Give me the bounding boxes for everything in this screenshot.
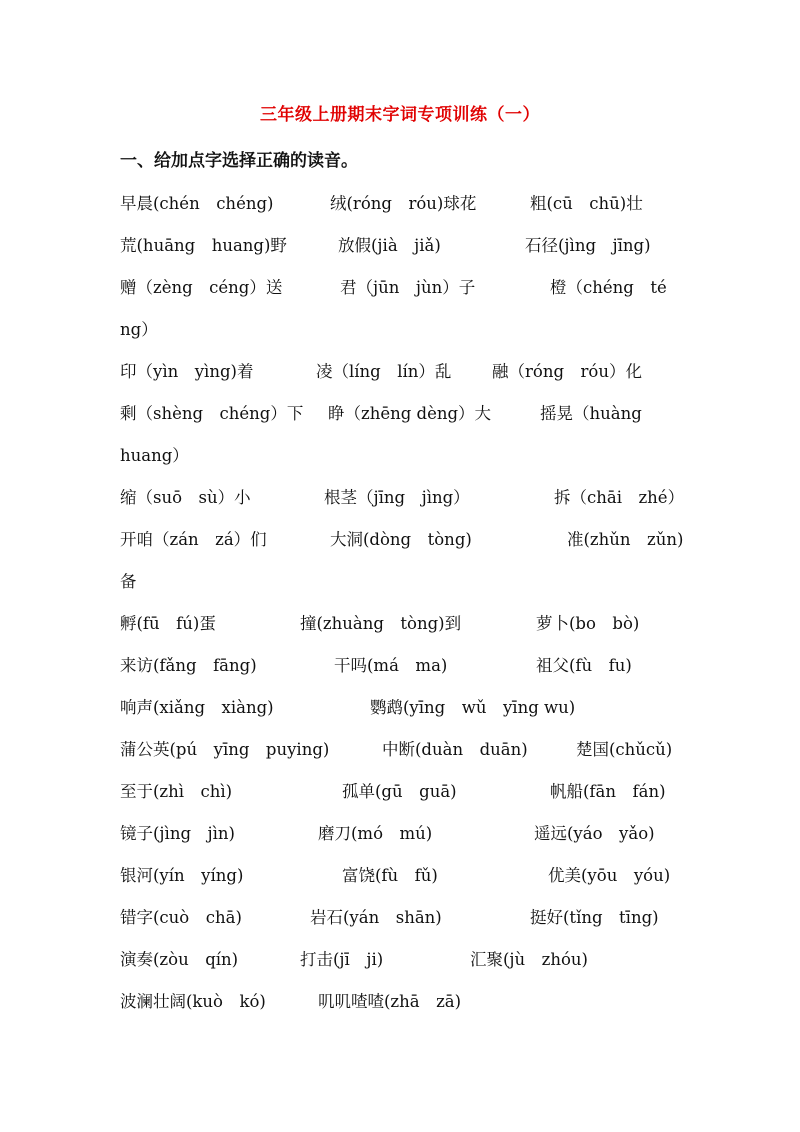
- word-pinyin-item: 备: [120, 572, 137, 591]
- word-pinyin-item: 优美(yōu yóu): [548, 866, 671, 885]
- word-pinyin-item: 放假(jià jiǎ): [338, 236, 441, 255]
- word-pinyin-item: 楚国(chǔcǔ): [576, 740, 673, 759]
- word-pinyin-item: 至于(zhì chì): [120, 782, 233, 801]
- word-pinyin-item: 演奏(zòu qín): [120, 950, 239, 969]
- exercise-line: [120, 988, 690, 1018]
- exercise-line: [120, 904, 690, 934]
- word-pinyin-item: 来访(fǎng fāng): [120, 656, 257, 675]
- exercise-line: [120, 778, 690, 808]
- word-pinyin-item: 橙（chéng té: [550, 278, 667, 297]
- word-pinyin-item: 响声(xiǎng xiàng): [120, 698, 274, 717]
- word-pinyin-item: 缩（suō sù）小: [120, 488, 251, 507]
- word-pinyin-item: 挺好(tǐng tīng): [530, 908, 659, 927]
- exercise-line: [120, 694, 690, 724]
- word-pinyin-item: ng）: [120, 320, 158, 339]
- exercise-line: [120, 526, 690, 556]
- word-pinyin-item: 准(zhǔn zǔn): [567, 530, 684, 549]
- word-pinyin-item: 印（yìn yìng)着: [120, 362, 254, 381]
- word-pinyin-item: 打击(jī ji): [300, 950, 384, 969]
- exercise-line: [120, 190, 690, 220]
- word-pinyin-item: 荒(huāng huang)野: [120, 236, 287, 255]
- word-pinyin-item: 鹦鹉(yīng wǔ yīng wu): [370, 698, 576, 717]
- word-pinyin-item: 祖父(fù fu): [536, 656, 632, 675]
- word-pinyin-item: 中断(duàn duān): [382, 740, 528, 759]
- word-pinyin-item: 遥远(yáo yǎo): [534, 824, 655, 843]
- word-pinyin-item: 大洞(dòng tòng): [330, 530, 472, 549]
- word-pinyin-item: 蒲公英(pú yīng puying): [120, 740, 330, 759]
- exercise-line: [120, 358, 690, 388]
- word-pinyin-item: 根茎（jīng jìng）: [324, 488, 470, 507]
- word-pinyin-item: 拆（chāi zhé）: [554, 488, 685, 507]
- exercise-line: [120, 736, 690, 766]
- exercise-line: [120, 442, 690, 472]
- exercise-line: [120, 484, 690, 514]
- word-pinyin-item: 赠（zèng céng）送: [120, 278, 283, 297]
- exercise-line: [120, 274, 690, 304]
- word-pinyin-item: 错字(cuò chā): [120, 908, 242, 927]
- word-pinyin-item: 波澜壮阔(kuò kó): [120, 992, 266, 1011]
- word-pinyin-item: 剩（shèng chéng）下: [120, 404, 304, 423]
- word-pinyin-item: 萝卜(bo bò): [536, 614, 640, 633]
- word-pinyin-item: 睁（zhēng dèng）大: [328, 404, 492, 423]
- section-heading: 一、给加点字选择正确的读音。: [120, 151, 358, 171]
- exercise-line: [120, 610, 690, 640]
- exercise-line: [120, 316, 690, 346]
- word-pinyin-item: 干吗(má ma): [334, 656, 448, 675]
- exercise-line: [120, 946, 690, 976]
- exercise-line: [120, 568, 690, 598]
- word-pinyin-item: 汇聚(jù zhóu): [470, 950, 588, 969]
- word-pinyin-item: 叽叽喳喳(zhā zā): [318, 992, 462, 1011]
- word-pinyin-item: 凌（líng lín）乱: [316, 362, 452, 381]
- exercise-line: [120, 232, 690, 262]
- word-pinyin-item: 君（jūn jùn）子: [340, 278, 476, 297]
- word-pinyin-item: 石径(jìng jīng): [525, 236, 651, 255]
- word-pinyin-item: 孵(fū fú)蛋: [120, 614, 216, 633]
- worksheet-title: 三年级上册期末字词专项训练（一）: [260, 105, 540, 125]
- word-pinyin-item: 岩石(yán shān): [310, 908, 442, 927]
- word-pinyin-item: 银河(yín yíng): [120, 866, 244, 885]
- word-pinyin-item: 开咱（zán zá）们: [120, 530, 267, 549]
- exercise-line: [120, 400, 690, 430]
- word-pinyin-item: 磨刀(mó mú): [318, 824, 433, 843]
- exercise-line: [120, 862, 690, 892]
- exercise-line: [120, 820, 690, 850]
- word-pinyin-item: 镜子(jìng jìn): [120, 824, 235, 843]
- word-pinyin-item: 绒(róng róu)球花: [330, 194, 477, 213]
- word-pinyin-item: 撞(zhuàng tòng)到: [300, 614, 462, 633]
- word-pinyin-item: 孤单(gū guā): [342, 782, 457, 801]
- word-pinyin-item: 早晨(chén chéng): [120, 194, 274, 213]
- word-pinyin-item: 帆船(fān fán): [550, 782, 666, 801]
- word-pinyin-item: 粗(cū chū)壮: [530, 194, 643, 213]
- word-pinyin-item: 富饶(fù fǔ): [342, 866, 438, 885]
- word-pinyin-item: huang）: [120, 446, 189, 465]
- word-pinyin-item: 融（róng róu）化: [492, 362, 642, 381]
- exercise-line: [120, 652, 690, 682]
- word-pinyin-item: 摇晃（huàng: [540, 404, 642, 423]
